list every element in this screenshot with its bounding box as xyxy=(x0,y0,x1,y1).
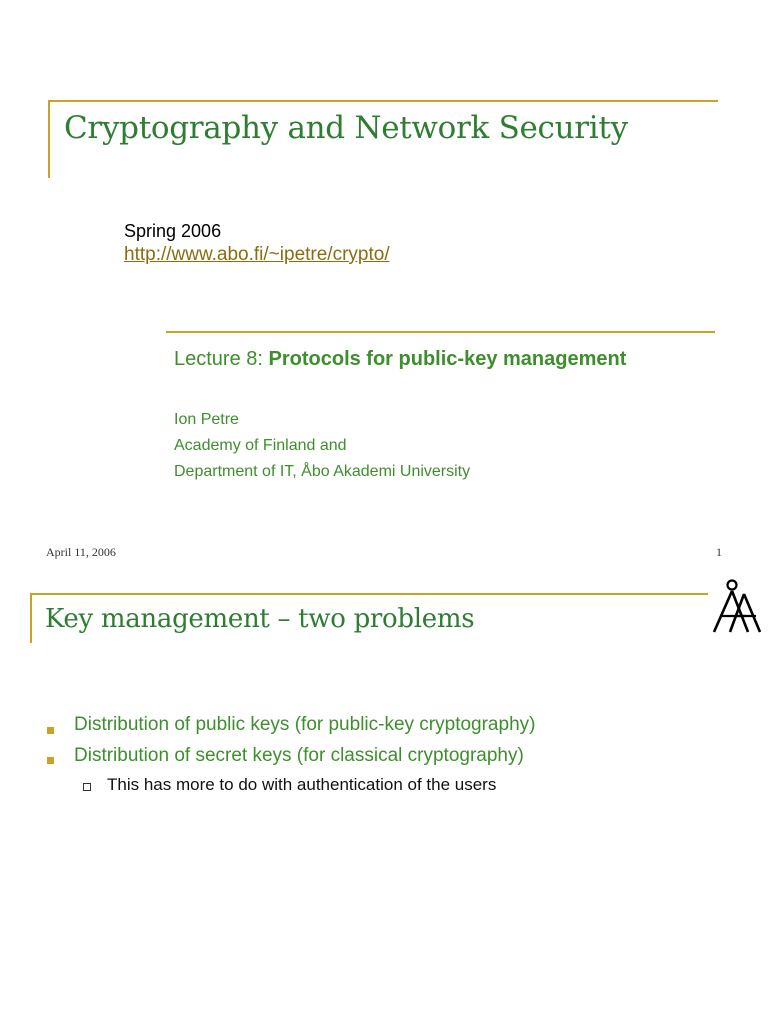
lecture-heading xyxy=(174,348,626,371)
author-affiliation-2: Department of IT, Åbo Akademi University xyxy=(174,463,471,480)
bullet-marker xyxy=(47,757,54,764)
abo-akademi-logo-icon xyxy=(706,576,766,638)
title-frame-horizontal-rule xyxy=(48,100,718,102)
bullet-public-keys: Distribution of public keys (for public-key cryptography) xyxy=(74,714,536,735)
author-name: Ion Petre xyxy=(174,411,239,428)
author-affiliation-1: Academy of Finland and xyxy=(174,437,347,454)
slide2-frame-vertical-rule xyxy=(30,593,32,643)
footer-date: April 11, 2006 xyxy=(46,545,116,559)
slide2-frame-horizontal-rule xyxy=(30,593,708,595)
sub-bullet-authentication: This has more to do with authentication of the users xyxy=(107,775,497,794)
bullet-marker xyxy=(47,727,54,734)
lecture-title: Protocols for public-key management xyxy=(268,348,627,370)
course-url-link[interactable]: http://www.abo.fi/~ipetre/crypto/ xyxy=(124,244,390,265)
slide2-title: Key management – two problems xyxy=(45,604,475,634)
lecture-divider-rule xyxy=(166,331,715,333)
page-number: 1 xyxy=(716,545,722,559)
semester-label: Spring 2006 xyxy=(124,221,222,241)
slide1-title: Cryptography and Network Security xyxy=(64,110,628,146)
bullet-secret-keys: Distribution of secret keys (for classical cryptography) xyxy=(74,745,524,766)
title-frame-vertical-rule xyxy=(48,100,50,178)
sub-bullet-marker xyxy=(83,783,91,791)
lecture-prefix: Lecture 8: xyxy=(174,348,269,370)
